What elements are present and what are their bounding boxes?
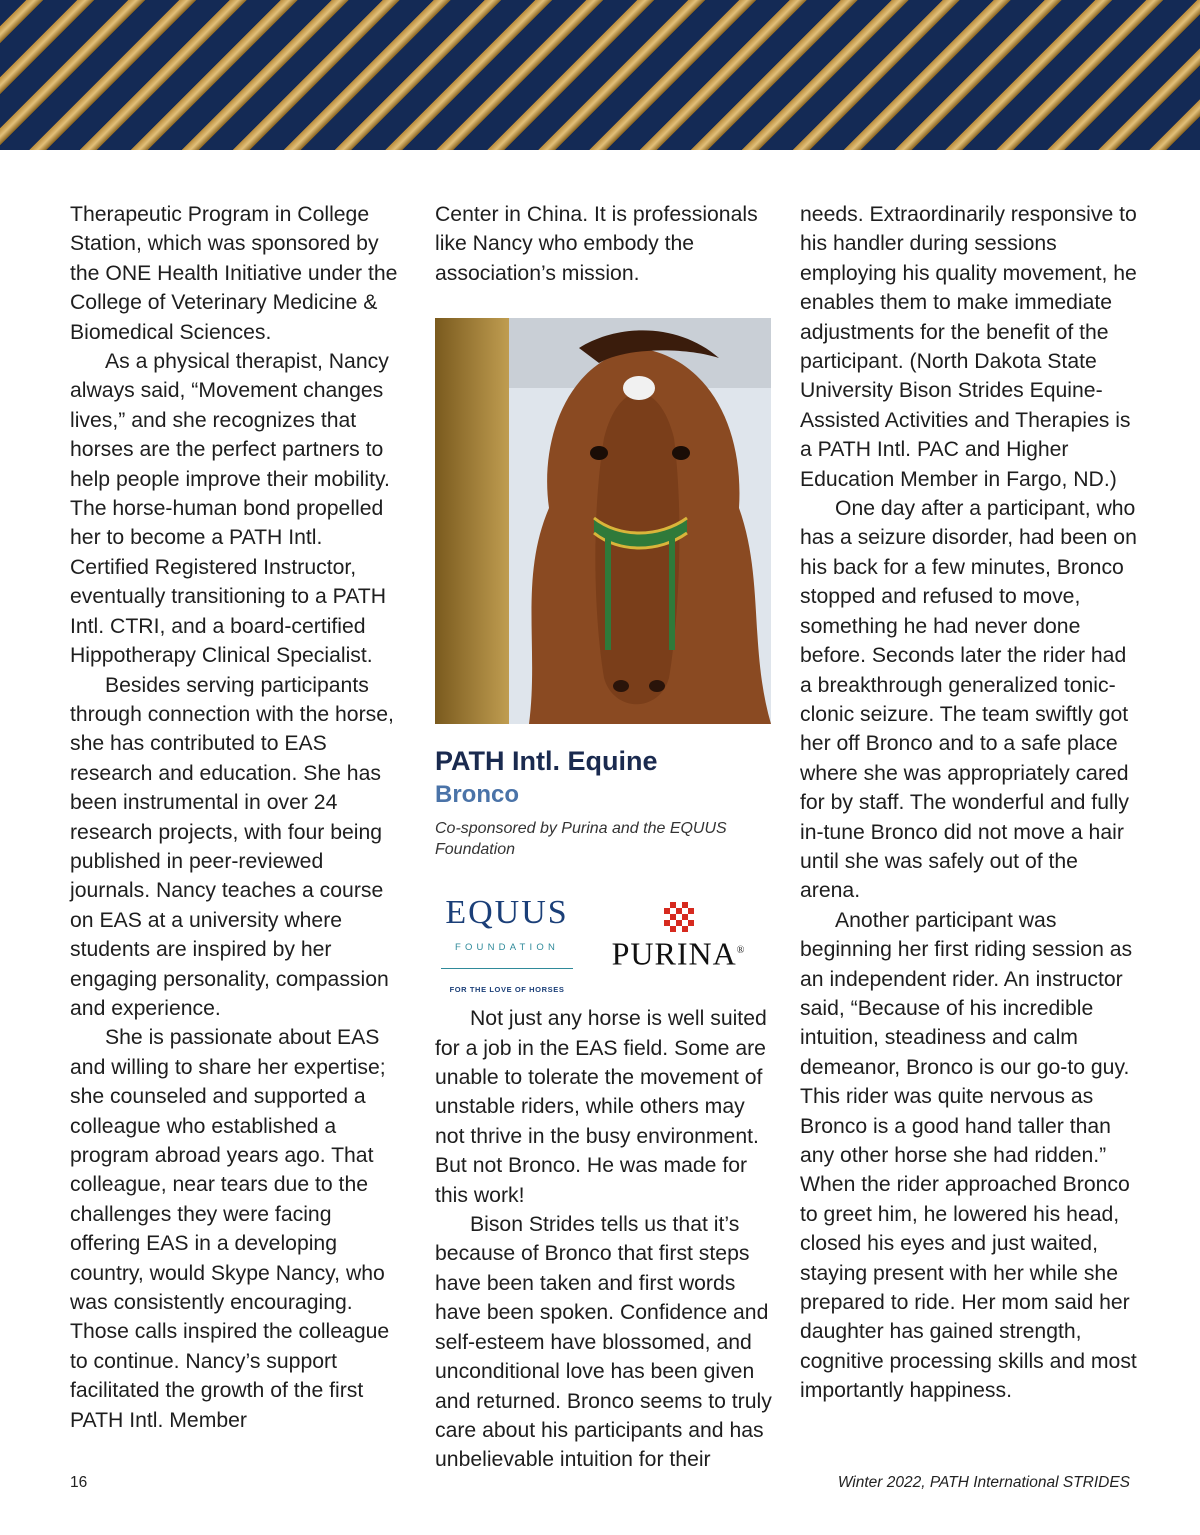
paragraph: Center in China. It is professionals like Nancy who embody the association’s mission.	[435, 203, 758, 285]
sponsor-logos	[435, 874, 780, 994]
purina-wordmark: PURINA®	[611, 935, 746, 972]
equus-foundation-logo	[441, 896, 573, 1004]
paragraph: Not just any horse is well suited for a job in the EAS field. Some are unable to tolerate the movement of unstable riders, while others may not thrive in the busy environment. But not Bronco. He was made for this work!	[435, 1007, 767, 1207]
equus-divider	[441, 968, 573, 969]
caption-horse-name: Bronco	[435, 781, 519, 809]
article-column-1	[70, 200, 405, 1435]
paragraph: Therapeutic Program in College Station, which was sponsored by the ONE Health Initiative under the College of Veterinary Medicine & Biomedical Sciences.	[70, 203, 398, 344]
purina-checkerboard-icon	[664, 902, 694, 932]
equus-tagline: FOR THE LOVE OF HORSES	[449, 984, 565, 994]
caption-credit: Co-sponsored by Purina and the EQUUS Foundation	[435, 820, 727, 859]
article-column-2	[435, 200, 780, 1475]
paragraph: Another participant was beginning her first riding session as an independent rider. An instructor said, “Because of his incredible intuition, steadiness and calm demeanor, Bronco is our go-to guy. This rider was quite nervous as Bronco is a good hand taller than any other horse she had ridden.” When the rider approached Bronco to greet him, he lowered his head, closed his eyes and just waited, staying present with her while she prepared to ride. Her mom said her daughter has gained strength, cognitive processing skills and most importantly happiness.	[800, 908, 1137, 1403]
paragraph: Besides serving participants through connection with the horse, she has contributed to EAS research and education. She has been instrumental in over 24 research projects, with four being published in peer-reviewed journals. Nancy teaches a course on EAS at a university where students are inspired by her engaging personality, compassion and experience.	[70, 673, 394, 1020]
equus-wordmark: EQUUS	[445, 894, 569, 932]
purina-logo	[611, 902, 746, 970]
paragraph: One day after a participant, who has a seizure disorder, had been on his back for a few minutes, Bronco stopped and refused to move, something he had never done before. Seconds later the rider had a breakthrough generalized tonic-clonic seizure. The team swiftly got her off Bronco and to a safe place where she was appropriately cared for by staff. The wonderful and fully in-tune Bronco did not move a hair until she was safely out of the arena.	[800, 497, 1137, 903]
decorative-stripe-banner	[0, 0, 1200, 150]
article-column-3	[800, 200, 1140, 1406]
caption-title: PATH Intl. Equine	[435, 746, 658, 777]
paragraph: As a physical therapist, Nancy always said, “Movement changes lives,” and she recognizes that horses are the perfect partners to help people improve their mobility. The horse-human bond propelled her to become a PATH Intl. Certified Registered Instructor, eventually transitioning to a PATH Intl. CTRI, and a board-certified Hippotherapy Clinical Specialist.	[70, 350, 390, 668]
paragraph: She is passionate about EAS and willing to share her expertise; she counseled and supported a colleague who established a program abroad years ago. That colleague, near tears due to the challenges they were facing offering EAS in a developing country, would Skype Nancy, who was consistently encouraging. Those calls inspired the colleague to continue. Nancy’s support facilitated the growth of the first PATH Intl. Member	[70, 1026, 390, 1432]
equus-subtitle: FOUNDATION	[454, 942, 560, 954]
bronco-horse-photo	[435, 318, 771, 724]
issue-line: Winter 2022, PATH International STRIDES	[837, 1474, 1130, 1491]
paragraph: Bison Strides tells us that it’s because of Bronco that first steps have been taken and first words have been spoken. Confidence and self-esteem have blossomed, and unconditional love has been given and returned. Bronco seems to truly care about his participants and has unbelievable intuition for their	[435, 1213, 772, 1472]
page-number: 16	[70, 1474, 88, 1491]
horse-illustration	[509, 318, 771, 724]
paragraph: needs. Extraordinarily responsive to his handler during sessions employing his quality movement, he enables them to make immediate adjustments for the benefit of the participant. (North Dakota State University Bison Strides Equine-Assisted Activities and Therapies is a PATH Intl. PAC and Higher Education Member in Fargo, ND.)	[800, 203, 1137, 491]
